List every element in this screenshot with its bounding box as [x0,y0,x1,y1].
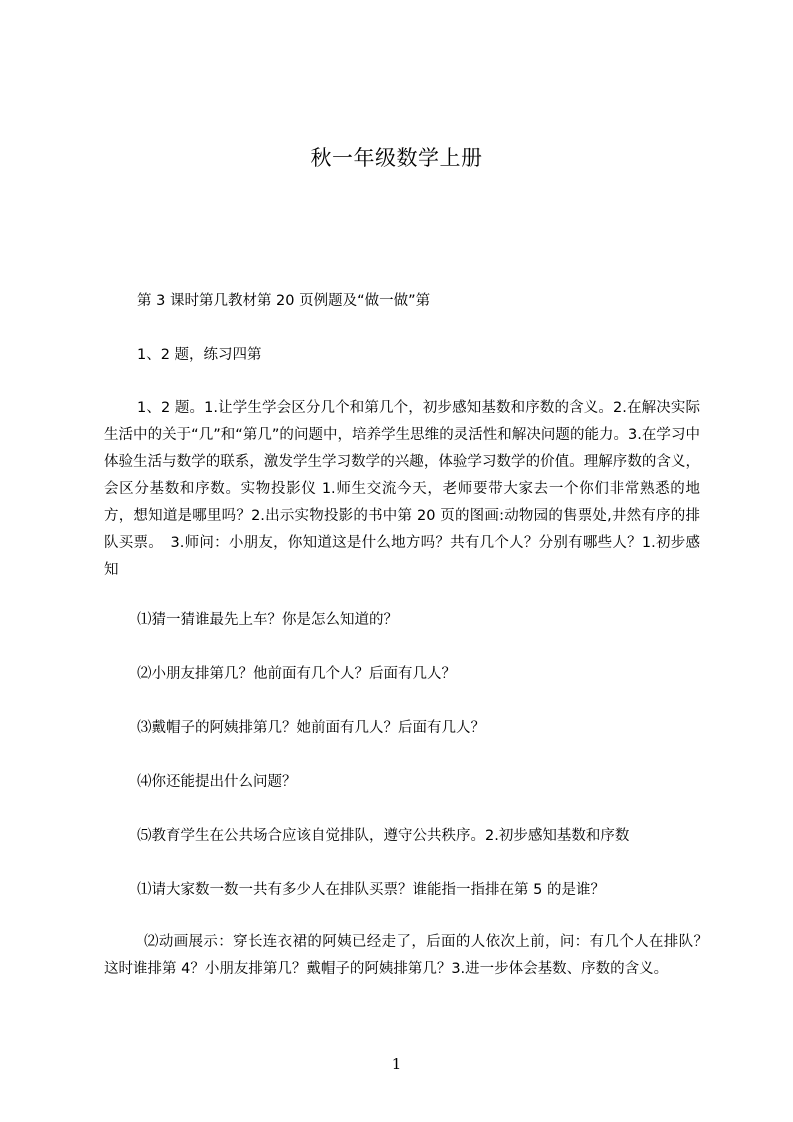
question-4: ⑷你还能提出什么问题？ [137,774,297,790]
page-number: 1 [391,1055,402,1073]
final-paragraph: ⑵动画展示：穿长连衣裙的阿姨已经走了，后面的人依次上前，问：有几个人在排队？这时谁排第 4？小朋友排第几？戴帽子的阿姨排第几？3.进一步体会基数、序数的含义。 [104,934,708,977]
intro-paragraph: 1、2 题。1.让学生学会区分几个和第几个，初步感知基数和序数的含义。2.在解决实际生活中的关于“几”和“第几”的问题中，培养学生思维的灵活性和解决问题的能力。3.在学习中体验生活与数学的联系，激发学生学习数学的兴趣，体验学习数学的价值。理解序数的含义，会区分基数和序数。实物投影仪 1.师生交流今天，老师要带大家去一个你们非常熟悉的地方，想知道是哪里吗？2.出示实物投影的书中第 20 页的图画:动物园的售票处,井然有序的排队买票。 3.师问：小朋友，你知道这是什么地方吗？共有几个人？分别有哪些人？1.初步感知 [104,400,700,578]
question-6: ⑴请大家数一数一共有多少人在排队买票？谁能指一指排在第 5 的是谁？ [137,882,605,898]
document-title: 秋一年级数学上册 [310,146,483,170]
question-3: ⑶戴帽子的阿姨排第几？她前面有几人？后面有几人？ [137,720,485,736]
question-5: ⑸教育学生在公共场合应该自觉排队，遵守公共秩序。2.初步感知基数和序数 [137,828,630,844]
heading-line-2: 1、2 题，练习四第 [137,347,262,363]
heading-line-1: 第 3 课时第几教材第 20 页例题及“做一做”第 [137,293,431,309]
question-2: ⑵小朋友排第几？他前面有几个人？后面有几人？ [137,666,456,682]
question-1: ⑴猜一猜谁最先上车？你是怎么知道的？ [137,612,398,628]
